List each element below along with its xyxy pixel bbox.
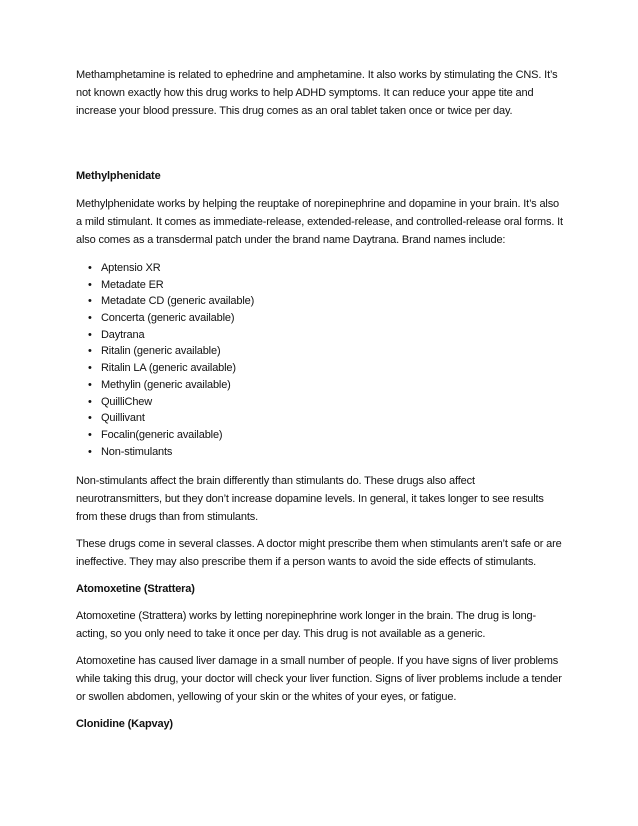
list-item: • Ritalin (generic available) — [101, 343, 572, 360]
atomoxetine-heading: Atomoxetine (Strattera) — [76, 583, 195, 596]
text-line: or swollen abdomen, yellowing of your skin or the whites of your eyes, or fatigue. — [76, 691, 457, 704]
list-item: • Concerta (generic available) — [101, 310, 572, 327]
text-line: Atomoxetine has caused liver damage in a small number of people. If you have signs of liver problems — [76, 655, 559, 668]
list-item: • Metadate ER — [101, 277, 572, 294]
list-item: • Quillivant — [101, 410, 572, 427]
nonstimulants-paragraph-2 — [76, 535, 572, 571]
text-line: ineffective. They may also prescribe them if a person wants to avoid the side effects of stimulants. — [76, 556, 537, 569]
text-line: a mild stimulant. It comes as immediate-release, extended-release, and controlled-release oral forms. It — [76, 216, 563, 228]
atomoxetine-paragraph-2 — [76, 652, 572, 706]
text-line: not known exactly how this drug works to help ADHD symptoms. It can reduce your appe tite and — [76, 87, 534, 99]
text-line: Methamphetamine is related to ephedrine and amphetamine. It also works by stimulating the CNS. It’s — [76, 69, 558, 81]
text-line: Atomoxetine (Strattera) works by letting norepinephrine work longer in the brain. The drug is long- — [76, 610, 537, 623]
document-page — [76, 66, 572, 733]
list-item: • Daytrana — [101, 327, 572, 344]
text-line: increase your blood pressure. This drug comes as an oral tablet taken once or twice per day. — [76, 105, 513, 117]
brand-name-list — [76, 260, 572, 460]
list-item: • QuilliChew — [101, 394, 572, 411]
list-item: • Ritalin LA (generic available) — [101, 360, 572, 377]
intro-paragraph — [76, 66, 572, 120]
nonstimulants-paragraph-1 — [76, 472, 572, 526]
list-item: • Focalin(generic available) — [101, 427, 572, 444]
text-line: while taking this drug, your doctor will check your liver function. Signs of liver problems include a tender — [76, 673, 562, 686]
text-line: from these drugs than from stimulants. — [76, 511, 258, 524]
clonidine-heading: Clonidine (Kapvay) — [76, 718, 173, 731]
list-item: • Methylin (generic available) — [101, 377, 572, 394]
methylphenidate-paragraph — [76, 195, 572, 249]
text-line: Methylphenidate works by helping the reuptake of norepinephrine and dopamine in your brain. It’s also — [76, 198, 560, 210]
list-item: • Metadate CD (generic available) — [101, 293, 572, 310]
list-item: • Non-stimulants — [101, 444, 572, 461]
text-line: acting, so you only need to take it once per day. This drug is not available as a generic. — [76, 628, 486, 641]
list-item: • Aptensio XR — [101, 260, 572, 277]
methylphenidate-heading: Methylphenidate — [76, 170, 161, 182]
text-line: Non-stimulants affect the brain differently than stimulants do. These drugs also affect — [76, 475, 475, 488]
text-line: neurotransmitters, but they don’t increase dopamine levels. In general, it takes longer to see results — [76, 493, 544, 506]
text-line: also comes as a transdermal patch under the brand name Daytrana. Brand names include: — [76, 234, 506, 246]
atomoxetine-paragraph-1 — [76, 607, 572, 643]
text-line: These drugs come in several classes. A doctor might prescribe them when stimulants aren’t safe or are — [76, 538, 562, 551]
